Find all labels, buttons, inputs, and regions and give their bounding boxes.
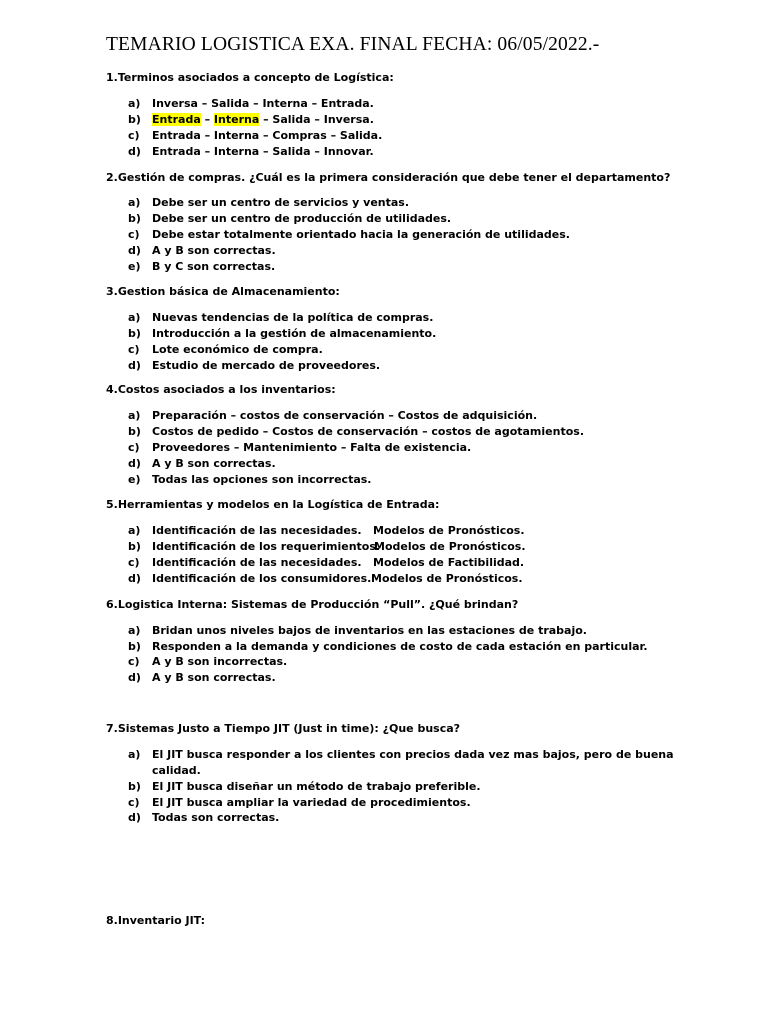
option-letter: d) [128, 145, 141, 158]
option-text: A y B son incorrectas. [152, 655, 288, 668]
option-letter: d) [128, 572, 141, 585]
page-title: TEMARIO LOGISTICA EXA. FINAL FECHA: 06/05/2022.- [106, 34, 600, 55]
option-text: A y B son correctas. [152, 671, 276, 684]
option-letter: d) [128, 671, 141, 684]
option-letter: c) [128, 343, 140, 356]
option-text: B y C son correctas. [152, 260, 276, 273]
option-letter: a) [128, 196, 141, 209]
option-letter: d) [128, 811, 141, 824]
question-2-heading: 2.Gestión de compras. ¿Cuál es la primera consideración que debe tener el departamento? [106, 171, 671, 184]
option-text: Bridan unos niveles bajos de inventarios en las estaciones de trabajo. [152, 624, 587, 637]
option-text: Entrada – Interna – Compras – Salida. [152, 129, 383, 142]
option-letter: a) [128, 524, 141, 537]
option-text: Identificación de las necesidades. [152, 524, 362, 537]
option-text-continuation: calidad. [152, 764, 201, 777]
option-letter: d) [128, 457, 141, 470]
option-letter: d) [128, 359, 141, 372]
option-text: Lote económico de compra. [152, 343, 323, 356]
option-text: Entrada – Interna – Salida – Innovar. [152, 145, 374, 158]
option-letter: b) [128, 212, 141, 225]
option-text: El JIT busca ampliar la variedad de procedimientos. [152, 796, 471, 809]
option-letter: b) [128, 327, 141, 340]
option-text: Debe ser un centro de producción de utilidades. [152, 212, 452, 225]
option-letter: c) [128, 556, 140, 569]
question-7-heading: 7.Sistemas Justo a Tiempo JIT (Just in time): ¿Que busca? [106, 722, 461, 735]
question-6-heading: 6.Logistica Interna: Sistemas de Producción “Pull”. ¿Qué brindan? [106, 598, 519, 611]
option-letter: e) [128, 260, 141, 273]
option-text: Proveedores – Mantenimiento – Falta de existencia. [152, 441, 472, 454]
option-text: Identificación de los consumidores. [152, 572, 372, 585]
option-letter: b) [128, 425, 141, 438]
option-model-text: Modelos de Pronósticos. [371, 572, 523, 585]
option-letter: a) [128, 624, 141, 637]
option-letter: c) [128, 655, 140, 668]
option-letter: b) [128, 780, 141, 793]
option-text: Inversa – Salida – Interna – Entrada. [152, 97, 374, 110]
option-text: A y B son correctas. [152, 244, 276, 257]
question-3-heading: 3.Gestion básica de Almacenamiento: [106, 285, 340, 298]
option-text: Debe ser un centro de servicios y ventas. [152, 196, 410, 209]
option-letter: c) [128, 129, 140, 142]
option-text: Todas las opciones son incorrectas. [152, 473, 372, 486]
option-text [152, 112, 374, 128]
option-text: Todas son correctas. [152, 811, 280, 824]
option-letter: b) [128, 640, 141, 653]
option-text: Costos de pedido – Costos de conservación – costos de agotamientos. [152, 425, 584, 438]
option-rest-text: – Salida – Inversa. [259, 113, 374, 126]
option-text: Debe estar totalmente orientado hacia la generación de utilidades. [152, 228, 570, 241]
option-letter: d) [128, 244, 141, 257]
option-letter: b) [128, 113, 141, 126]
question-8-heading: 8.Inventario JIT: [106, 914, 205, 927]
option-letter: e) [128, 473, 141, 486]
option-text: Estudio de mercado de proveedores. [152, 359, 381, 372]
option-text: A y B son correctas. [152, 457, 276, 470]
option-letter: a) [128, 748, 141, 761]
option-text: Preparación – costos de conservación – Costos de adquisición. [152, 409, 538, 422]
option-model-text: Modelos de Pronósticos. [374, 540, 526, 553]
option-text: El JIT busca diseñar un método de trabajo preferible. [152, 780, 481, 793]
option-text: Nuevas tendencias de la política de compras. [152, 311, 434, 324]
question-4-heading: 4.Costos asociados a los inventarios: [106, 383, 336, 396]
option-letter: a) [128, 311, 141, 324]
option-text: El JIT busca responder a los clientes con precios dada vez mas bajos, pero de buena [152, 748, 674, 761]
question-5-heading: 5.Herramientas y modelos en la Logística de Entrada: [106, 498, 440, 511]
option-model-text: Modelos de Factibilidad. [373, 556, 525, 569]
option-letter: c) [128, 796, 140, 809]
option-letter: a) [128, 409, 141, 422]
separator-text: – [200, 113, 214, 126]
option-letter: c) [128, 228, 140, 241]
question-1-heading: 1.Terminos asociados a concepto de Logística: [106, 71, 394, 84]
option-text: Responden a la demanda y condiciones de costo de cada estación en particular. [152, 640, 648, 653]
option-letter: c) [128, 441, 140, 454]
option-model-text: Modelos de Pronósticos. [373, 524, 525, 537]
highlighted-text: Interna [213, 113, 260, 126]
option-text: Introducción a la gestión de almacenamiento. [152, 327, 437, 340]
option-letter: b) [128, 540, 141, 553]
option-letter: a) [128, 97, 141, 110]
highlighted-text: Entrada [152, 113, 201, 126]
option-text: Identificación de las necesidades. [152, 556, 362, 569]
option-text: Identificación de los requerimientos. [152, 540, 381, 553]
